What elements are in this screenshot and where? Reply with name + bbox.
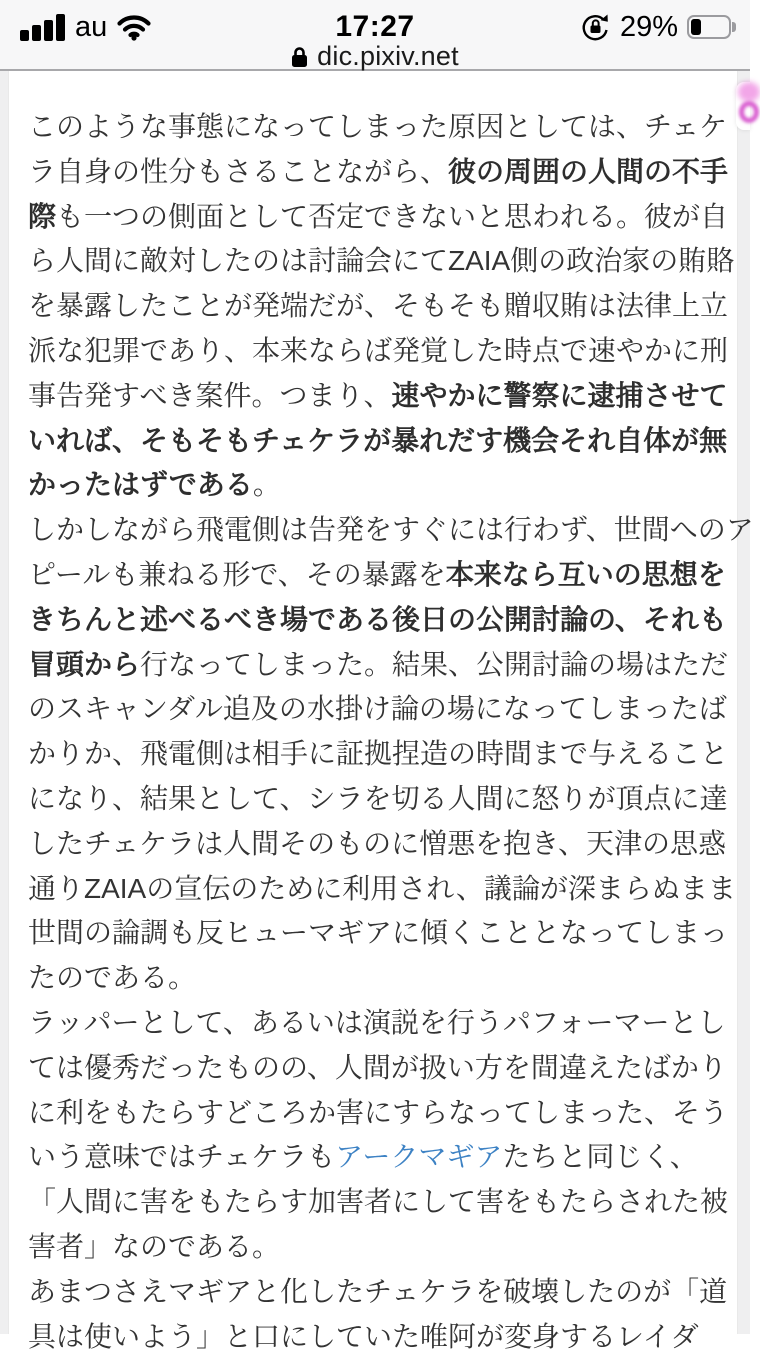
text-line: [28, 374, 728, 419]
lock-icon: [291, 46, 308, 68]
body-text: 害者」なのである。: [28, 1230, 281, 1262]
text-line: [28, 150, 729, 195]
bold-text: きちんと述べるべき場である後日の公開討論の、それも: [28, 603, 727, 635]
text-line: [28, 956, 718, 1001]
body-text: に利をもたらすどころか害にすらなってしまった、そう: [28, 1096, 729, 1128]
bold-text: かったはずである: [28, 469, 253, 501]
paragraph: [28, 508, 754, 1001]
floating-pink-widget[interactable]: [736, 82, 750, 130]
body-text: 行なってしまった。結果、公開討論の場はただ: [140, 648, 729, 680]
bold-text: 彼の周囲の人間の不手: [448, 155, 729, 187]
status-bar: [0, 10, 750, 44]
text-line: [28, 329, 729, 374]
body-text: を暴露したことが発端だが、そもそも贈収賄は法律上立: [28, 290, 729, 322]
text-line: [28, 1270, 728, 1315]
bold-text: 際: [28, 200, 57, 232]
body-text: 事告発すべき案件。つまり、: [28, 379, 392, 411]
text-line: [28, 1001, 726, 1046]
text-line: [28, 687, 727, 732]
rotation-lock-icon: [580, 12, 611, 43]
text-line: [28, 1315, 718, 1359]
status-right-cluster: [580, 10, 736, 44]
status-time: 17:27: [335, 10, 415, 43]
body-text: ラッパーとして、あるいは演説を行うパフォーマーとし: [28, 1006, 726, 1038]
article-card: [8, 71, 754, 1352]
text-line: [28, 508, 754, 553]
body-text: たちと同じく、: [502, 1141, 698, 1173]
text-line: [28, 867, 736, 912]
text-line: [28, 1091, 729, 1136]
body-text: 派な犯罪であり、本来ならば発覚した時点で速やかに刑: [28, 334, 729, 366]
body-text: たのである。: [28, 962, 197, 994]
body-text: 。: [252, 469, 281, 501]
text-line: [28, 732, 729, 777]
text-line: [28, 105, 728, 150]
bold-text: 速やかに警察に逮捕させて: [391, 379, 728, 411]
paragraph: [28, 1001, 729, 1270]
body-text: ら人間に敵対したのは討論会にてZAIA側の政治家の賄賂: [28, 245, 735, 277]
bold-text: 冒頭から: [28, 648, 141, 680]
safari-header: [0, 0, 750, 71]
text-line: [28, 911, 729, 956]
battery-percent-label: 29%: [619, 11, 678, 43]
text-line: [28, 643, 729, 688]
text-line: [28, 419, 728, 464]
text-line: [28, 822, 727, 867]
body-text: 「人間に害をもたらす加害者にして害をもたらされた被: [28, 1186, 729, 1218]
body-text: も一つの側面として否定できないと思われる。彼が自: [56, 200, 729, 232]
body-text: のスキャンダル追及の水掛け論の場になってしまったば: [28, 693, 727, 725]
text-line: [28, 195, 729, 240]
url-bar[interactable]: [0, 42, 750, 71]
link-ark-magia[interactable]: アークマギア: [335, 1141, 503, 1173]
text-line: [28, 1180, 729, 1225]
text-line: [28, 777, 728, 822]
url-domain: dic.pixiv.net: [317, 41, 459, 71]
body-text: しかしながら飛電側は告発をすぐには行わず、世間へのア: [28, 514, 754, 546]
carrier-label: au: [75, 11, 108, 43]
paragraph: [28, 105, 735, 508]
paragraph: [28, 1270, 728, 1359]
bold-text: 本来なら互いの思想を: [445, 558, 726, 590]
body-text: いう意味ではチェケラも: [28, 1141, 336, 1173]
text-line: [28, 463, 718, 508]
bold-text: いれば、そもそもチェケラが暴れだす機会それ自体が無: [28, 424, 728, 456]
text-line: [28, 284, 729, 329]
body-text: あまつさえマギアと化したチェケラを破壊したのが「道: [28, 1275, 728, 1307]
body-text: ラ自身の性分もさることながら、: [28, 155, 449, 187]
body-text: したチェケラは人間そのものに憎悪を抱き、天津の思惑: [28, 827, 727, 859]
body-text: このような事態になってしまった原因としては、チェケ: [28, 111, 728, 142]
body-text: ピールも兼ねる形で、その暴露を: [28, 558, 446, 590]
text-line: [28, 239, 735, 284]
body-text: かりか、飛電側は相手に証拠捏造の時間まで与えること: [28, 738, 729, 770]
body-text: 世間の論調も反ヒューマギアに傾くこととなってしまっ: [28, 917, 729, 949]
pink-blob-icon: [738, 82, 760, 102]
body-text: ては優秀だったものの、人間が扱い方を間違えたばかり: [28, 1051, 727, 1083]
article-body: [9, 71, 754, 1359]
text-line: [28, 553, 726, 598]
text-line: [28, 598, 727, 643]
body-text: 具は使いよう」と口にしていた唯阿が変身するレイダ: [28, 1320, 699, 1352]
battery-fill: [691, 19, 701, 35]
pink-ring-icon: [739, 101, 759, 123]
body-text: になり、結果として、シラを切る人間に怒りが頂点に達: [28, 782, 728, 814]
battery-icon: [687, 15, 736, 39]
body-text: 通りZAIAの宣伝のために利用され、議論が深まらぬまま: [28, 872, 736, 904]
text-line: [28, 1135, 718, 1180]
text-line: [28, 1225, 718, 1270]
text-line: [28, 1046, 727, 1091]
